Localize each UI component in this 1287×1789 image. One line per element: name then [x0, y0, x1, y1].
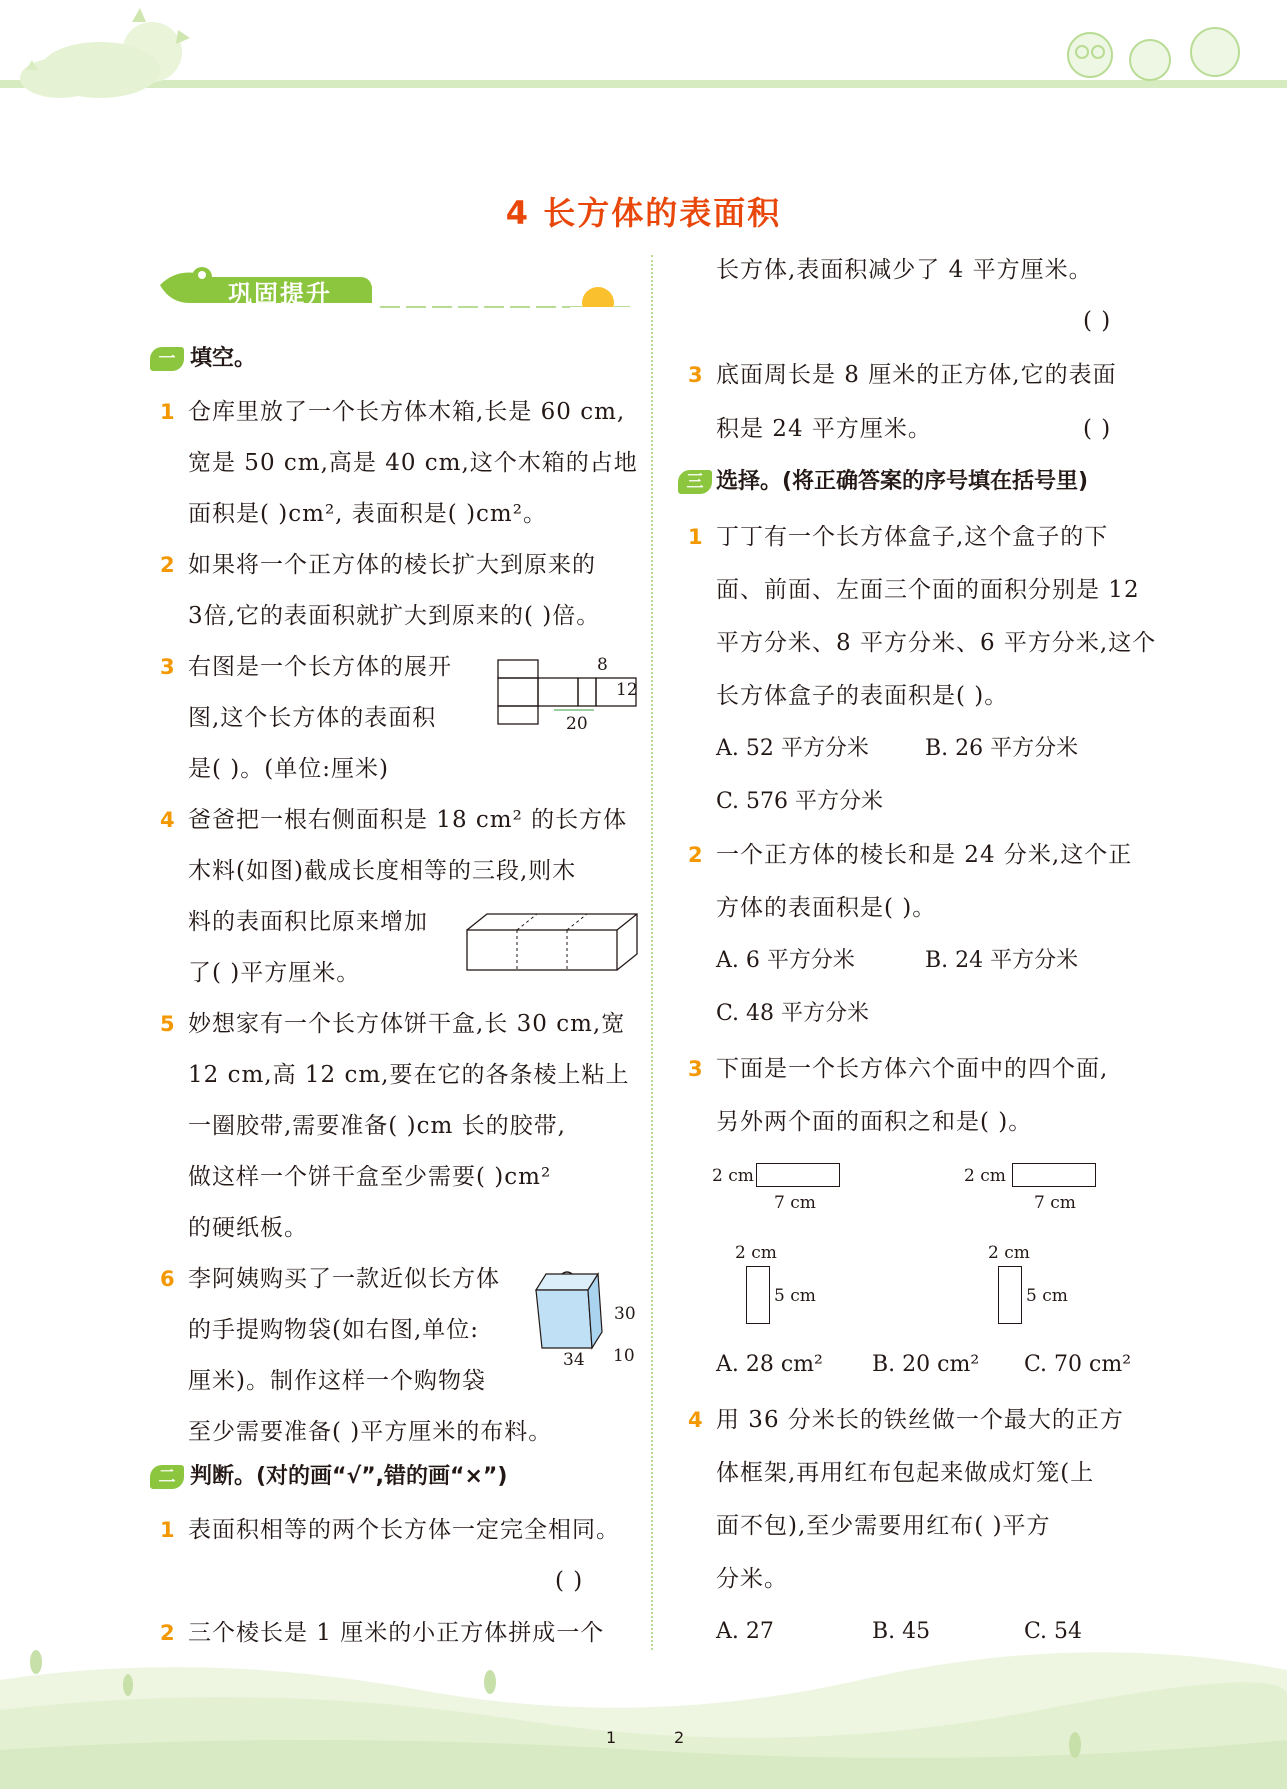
question-text: 面不包),至少需要用红布( )平方 — [716, 1513, 1051, 1539]
question-text: 积是 24 平方厘米。 — [716, 416, 932, 442]
face-rect-2 — [1012, 1163, 1096, 1187]
face-label: 2 cm — [712, 1166, 754, 1186]
option-a: A. 27 — [716, 1619, 774, 1644]
question-text: 图,这个长方体的表面积 — [188, 705, 437, 731]
section-badge-3: 三 — [678, 470, 712, 494]
question-text: 用 36 分米长的铁丝做一个最大的正方 — [716, 1407, 1124, 1433]
option-c: C. 70 cm² — [1024, 1352, 1132, 1377]
question-number: 3 — [688, 1057, 703, 1081]
question-text: 面积是( )cm², 表面积是( )cm²。 — [188, 501, 547, 527]
question-text: 表面积相等的两个长方体一定完全相同。 — [188, 1517, 620, 1543]
question-number: 6 — [160, 1267, 175, 1291]
net-label-c: 20 — [566, 714, 588, 734]
banner-label: 巩固提升 — [228, 280, 332, 308]
face-label: 2 cm — [964, 1166, 1006, 1186]
question-text: 长方体盒子的表面积是( )。 — [716, 683, 1009, 709]
option-b: B. 24 平方分米 — [925, 948, 1079, 973]
page-number-left: 1 — [606, 1728, 617, 1747]
question-text: 宽是 50 cm,高是 40 cm,这个木箱的占地 — [188, 450, 638, 476]
question-text: 妙想家有一个长方体饼干盒,长 30 cm,宽 — [188, 1011, 626, 1037]
footer-hills — [0, 1640, 1287, 1789]
question-number: 1 — [160, 1518, 175, 1542]
section-title-2: 判断。(对的画“√”,错的画“×”) — [190, 1464, 508, 1489]
question-text: 李阿姨购买了一款近似长方体 — [188, 1266, 500, 1292]
banner-decoration — [150, 255, 630, 315]
bag-height-label: 30 — [614, 1304, 636, 1324]
question-text: 爸爸把一根右侧面积是 18 cm² 的长方体 — [188, 807, 628, 833]
question-text: 12 cm,高 12 cm,要在它的各条棱上粘上 — [188, 1062, 630, 1088]
question-number: 1 — [688, 525, 703, 549]
animal-faces-icon — [1068, 28, 1239, 80]
question-number: 2 — [160, 1621, 175, 1645]
question-number: 4 — [688, 1408, 703, 1432]
shopping-bag-figure — [532, 1262, 612, 1357]
face-label: 2 cm — [988, 1243, 1030, 1263]
section-title-3: 选择。(将正确答案的序号填在括号里) — [716, 469, 1089, 494]
face-rect-4 — [998, 1266, 1022, 1324]
question-text: 料的表面积比原来增加 — [188, 909, 428, 935]
question-text: 底面周长是 8 厘米的正方体,它的表面 — [716, 362, 1117, 388]
question-text: 了( )平方厘米。 — [188, 960, 361, 986]
question-number: 2 — [688, 843, 703, 867]
face-label: 5 cm — [1026, 1286, 1068, 1306]
question-text: 一个正方体的棱长和是 24 分米,这个正 — [716, 842, 1133, 868]
face-rect-3 — [746, 1266, 770, 1324]
question-text: 至少需要准备( )平方厘米的布料。 — [188, 1419, 553, 1445]
question-number: 1 — [160, 400, 175, 424]
option-b: B. 26 平方分米 — [925, 736, 1079, 761]
question-text: 的硬纸板。 — [188, 1215, 308, 1241]
option-a: A. 52 平方分米 — [716, 736, 869, 761]
question-text: 面、前面、左面三个面的面积分别是 12 — [716, 577, 1140, 603]
option-a: A. 6 平方分米 — [716, 948, 855, 973]
question-text: 下面是一个长方体六个面中的四个面, — [716, 1056, 1109, 1082]
question-text: 平方分米、8 平方分米、6 平方分米,这个 — [716, 630, 1157, 656]
header-decoration — [0, 0, 1287, 120]
question-text: 一圈胶带,需要准备( )cm 长的胶带, — [188, 1113, 566, 1139]
question-text: 如果将一个正方体的棱长扩大到原来的 — [188, 552, 596, 578]
question-text: 长方体,表面积减少了 4 平方厘米。 — [716, 257, 1093, 283]
option-b: B. 20 cm² — [872, 1352, 980, 1377]
option-b: B. 45 — [872, 1619, 931, 1644]
question-text: 三个棱长是 1 厘米的小正方体拼成一个 — [188, 1620, 605, 1646]
bag-depth-label: 10 — [613, 1346, 635, 1366]
question-text: 右图是一个长方体的展开 — [188, 654, 452, 680]
question-text: 做这样一个饼干盒至少需要( )cm² — [188, 1164, 552, 1190]
face-label: 7 cm — [1034, 1193, 1076, 1213]
answer-paren: ( ) — [1083, 416, 1112, 442]
question-number: 3 — [160, 655, 175, 679]
question-number: 2 — [160, 553, 175, 577]
page-title: 4 长方体的表面积 — [505, 194, 782, 232]
bag-width-label: 34 — [563, 1350, 585, 1370]
column-divider — [651, 255, 653, 1650]
face-rect-1 — [756, 1163, 840, 1187]
question-text: 的手提购物袋(如右图,单位: — [188, 1317, 480, 1343]
question-text: 另外两个面的面积之和是( )。 — [716, 1109, 1033, 1135]
wood-figure — [465, 910, 640, 975]
question-text: 仓库里放了一个长方体木箱,长是 60 cm, — [188, 399, 626, 425]
option-c: C. 54 — [1024, 1619, 1083, 1644]
question-number: 4 — [160, 808, 175, 832]
face-label: 5 cm — [774, 1286, 816, 1306]
net-label-b: 12 — [616, 680, 638, 700]
option-c: C. 576 平方分米 — [716, 789, 884, 814]
option-a: A. 28 cm² — [716, 1352, 823, 1377]
option-c: C. 48 平方分米 — [716, 1001, 870, 1026]
question-number: 5 — [160, 1012, 175, 1036]
section-title-1: 填空。 — [190, 346, 257, 371]
net-label-a: 8 — [597, 655, 608, 675]
question-text: 3倍,它的表面积就扩大到原来的( )倍。 — [188, 603, 601, 629]
question-text: 体框架,再用红布包起来做成灯笼(上 — [716, 1460, 1095, 1486]
face-label: 7 cm — [774, 1193, 816, 1213]
answer-paren: ( ) — [1083, 308, 1112, 334]
question-text: 分米。 — [716, 1566, 788, 1592]
section-badge-1: 一 — [150, 347, 184, 371]
question-text: 是( )。(单位:厘米) — [188, 756, 389, 782]
question-text: 方体的表面积是( )。 — [716, 895, 937, 921]
question-text: 厘米)。制作这样一个购物袋 — [188, 1368, 486, 1394]
question-number: 3 — [688, 363, 703, 387]
answer-paren: ( ) — [555, 1568, 584, 1594]
page-number-right: 2 — [674, 1728, 685, 1747]
question-text: 木料(如图)截成长度相等的三段,则木 — [188, 858, 577, 884]
section-badge-2: 二 — [150, 1465, 184, 1489]
question-text: 丁丁有一个长方体盒子,这个盒子的下 — [716, 524, 1109, 550]
face-label: 2 cm — [735, 1243, 777, 1263]
